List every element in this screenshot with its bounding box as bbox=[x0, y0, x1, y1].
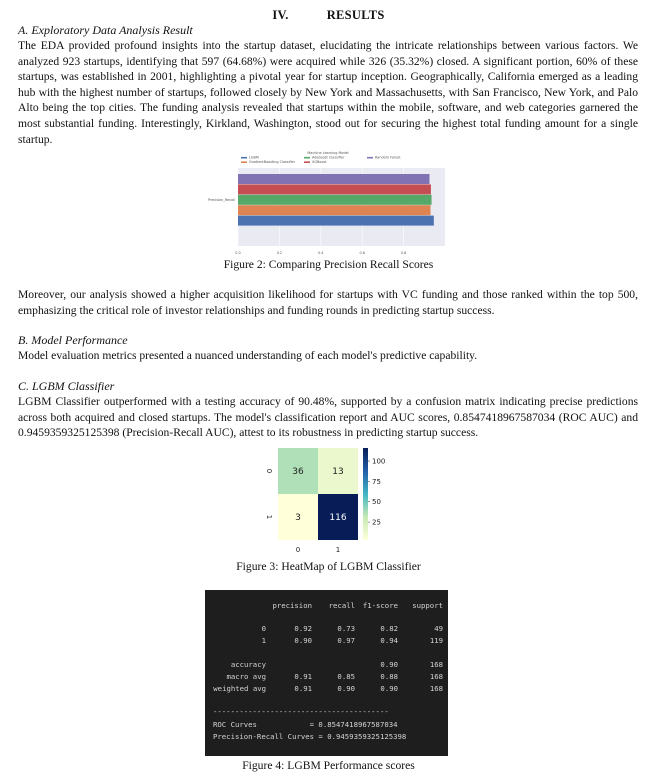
colorbar-tick-label: 100 bbox=[372, 457, 386, 466]
legend-label: Random Forest bbox=[375, 155, 401, 160]
report-cell: 0.82 bbox=[380, 624, 398, 633]
legend-swatch bbox=[241, 157, 247, 159]
legend-swatch bbox=[367, 157, 373, 159]
x-tick-label: 0.8 bbox=[400, 251, 407, 255]
report-cell: 168 bbox=[429, 660, 443, 669]
report-cell: 0.90 bbox=[380, 684, 398, 693]
section-number: IV. bbox=[272, 8, 289, 22]
row-tick-label: 1 bbox=[265, 514, 273, 520]
report-cell: 0.94 bbox=[380, 636, 398, 645]
bar bbox=[238, 205, 431, 215]
report-cell: 0.91 bbox=[294, 684, 312, 693]
report-cell: 0.97 bbox=[337, 636, 355, 645]
figure-3-caption: Figure 3: HeatMap of LGBM Classifier bbox=[236, 560, 421, 573]
report-row-label: 0 bbox=[261, 624, 266, 633]
report-summary-label: weighted avg bbox=[213, 684, 266, 693]
col-tick-label: 1 bbox=[335, 546, 341, 554]
y-category-label: Precision_Recall bbox=[208, 198, 235, 202]
legend-swatch bbox=[304, 157, 310, 159]
report-cell: 0.85 bbox=[337, 672, 355, 681]
report-cell: 0.92 bbox=[294, 624, 312, 633]
model-performance-heading: B. Model Performance bbox=[18, 333, 128, 347]
legend-label: Adaboost Classifier bbox=[312, 155, 345, 160]
figure-4-caption: Figure 4: LGBM Performance scores bbox=[242, 759, 415, 772]
report-header: recall bbox=[328, 601, 355, 610]
figure-2-caption: Figure 2: Comparing Precision Recall Scores bbox=[223, 258, 434, 271]
bar bbox=[238, 184, 431, 194]
heatmap-cell-value: 36 bbox=[292, 467, 304, 477]
figure-4-classification-report bbox=[205, 590, 448, 756]
colorbar bbox=[363, 448, 368, 540]
report-cell: 0.73 bbox=[337, 624, 355, 633]
section-title: RESULTS bbox=[326, 8, 385, 22]
report-row-label: 1 bbox=[261, 636, 266, 645]
roc-auc-line: ROC Curves = 0.8547418967587034 bbox=[213, 720, 398, 729]
col-tick-label: 0 bbox=[295, 546, 301, 554]
legend-label: LGBM bbox=[249, 155, 259, 160]
colorbar-tick-label: 75 bbox=[372, 477, 381, 486]
heatmap-cell-value: 3 bbox=[295, 513, 301, 523]
precision-recall-chart bbox=[203, 146, 453, 256]
legend-label: XGBoost bbox=[312, 160, 327, 164]
report-summary-label: accuracy bbox=[230, 660, 266, 669]
bar bbox=[238, 195, 432, 205]
x-tick-label: 0.2 bbox=[276, 251, 283, 255]
legend-label: GradientBoosting Classifier bbox=[249, 160, 296, 164]
report-cell: 49 bbox=[434, 624, 443, 633]
x-tick-label: 0.6 bbox=[359, 251, 365, 255]
colorbar-tick-label: 25 bbox=[372, 518, 381, 527]
pr-auc-line: Precision-Recall Curves = 0.9459359325125398 bbox=[213, 732, 407, 741]
report-cell: 119 bbox=[429, 636, 443, 645]
legend-swatch bbox=[241, 161, 247, 163]
bar bbox=[238, 174, 429, 184]
heatmap-cell-value: 116 bbox=[329, 513, 347, 523]
report-cell: 168 bbox=[429, 684, 443, 693]
colorbar-tick-label: 50 bbox=[372, 498, 381, 507]
heatmap-cell-value: 13 bbox=[332, 467, 344, 477]
report-cell: 0.90 bbox=[337, 684, 355, 693]
legend-swatch bbox=[304, 161, 310, 163]
report-cell: 0.91 bbox=[294, 672, 312, 681]
x-tick-label: 0.4 bbox=[318, 251, 324, 255]
lgbm-paragraph: LGBM Classifier outperformed with a testing accuracy of 90.48%, supported by a confusion matrix indicating precise predictions across both acquired and closed startups. The model's classification report and AUC scores, 0.8547418967587034 (ROC AUC) and 0.9459359325125398 (Precision-Recall AUC), attest to its robustness in predicting startup success. bbox=[18, 395, 638, 440]
report-cell: 168 bbox=[429, 672, 443, 681]
paragraph-2: Moreover, our analysis showed a higher acquisition likelihood for startups with VC funding and those ranked within the top 500, emphasizing the critical role of investor relationships and funding rounds in predicting startup success. bbox=[18, 288, 638, 317]
section-heading bbox=[0, 8, 657, 23]
row-tick-label: 0 bbox=[265, 468, 273, 474]
report-header: precision bbox=[272, 601, 312, 610]
confusion-matrix-heatmap bbox=[255, 446, 405, 558]
report-cell: 0.90 bbox=[380, 660, 398, 669]
bar bbox=[238, 216, 434, 226]
figure-2-chart bbox=[203, 146, 453, 256]
figure-3-heatmap bbox=[255, 446, 405, 558]
report-divider: ---------------------------------------- bbox=[213, 707, 389, 716]
legend-title: Machine Learning Model bbox=[307, 151, 349, 155]
eda-paragraph: The EDA provided profound insights into the startup dataset, elucidating the intricate relationships between various factors. We analyzed 923 startups, identifying that 597 (64.68%) were acquired while 326 (35.32%) closed. A significant portion, 60% of these startups, was established in 2001, highlighting a pivotal year for startup inception. Geographically, California emerged as a leading hub with the highest number of startups, followed closely by New York and Massachusetts, with San Francisco, New York, and Palo Alto being the top cities. The funding analysis revealed that startups within the mobile, software, and web categories garnered the most substantial funding. Interestingly, Kirkland, Washington, stood out for securing the highest total funding amount for a single startup. bbox=[18, 39, 638, 146]
report-cell: 0.88 bbox=[380, 672, 398, 681]
model-performance-paragraph: Model evaluation metrics presented a nuanced understanding of each model's predictive capability. bbox=[18, 349, 478, 362]
report-cell: 0.90 bbox=[294, 636, 312, 645]
report-summary-label: macro avg bbox=[226, 672, 266, 681]
lgbm-heading: C. LGBM Classifier bbox=[18, 379, 115, 393]
report-header: f1-score bbox=[362, 601, 398, 610]
x-tick-label: 0.0 bbox=[235, 251, 241, 255]
eda-heading: A. Exploratory Data Analysis Result bbox=[18, 23, 193, 37]
report-header: support bbox=[412, 601, 443, 610]
